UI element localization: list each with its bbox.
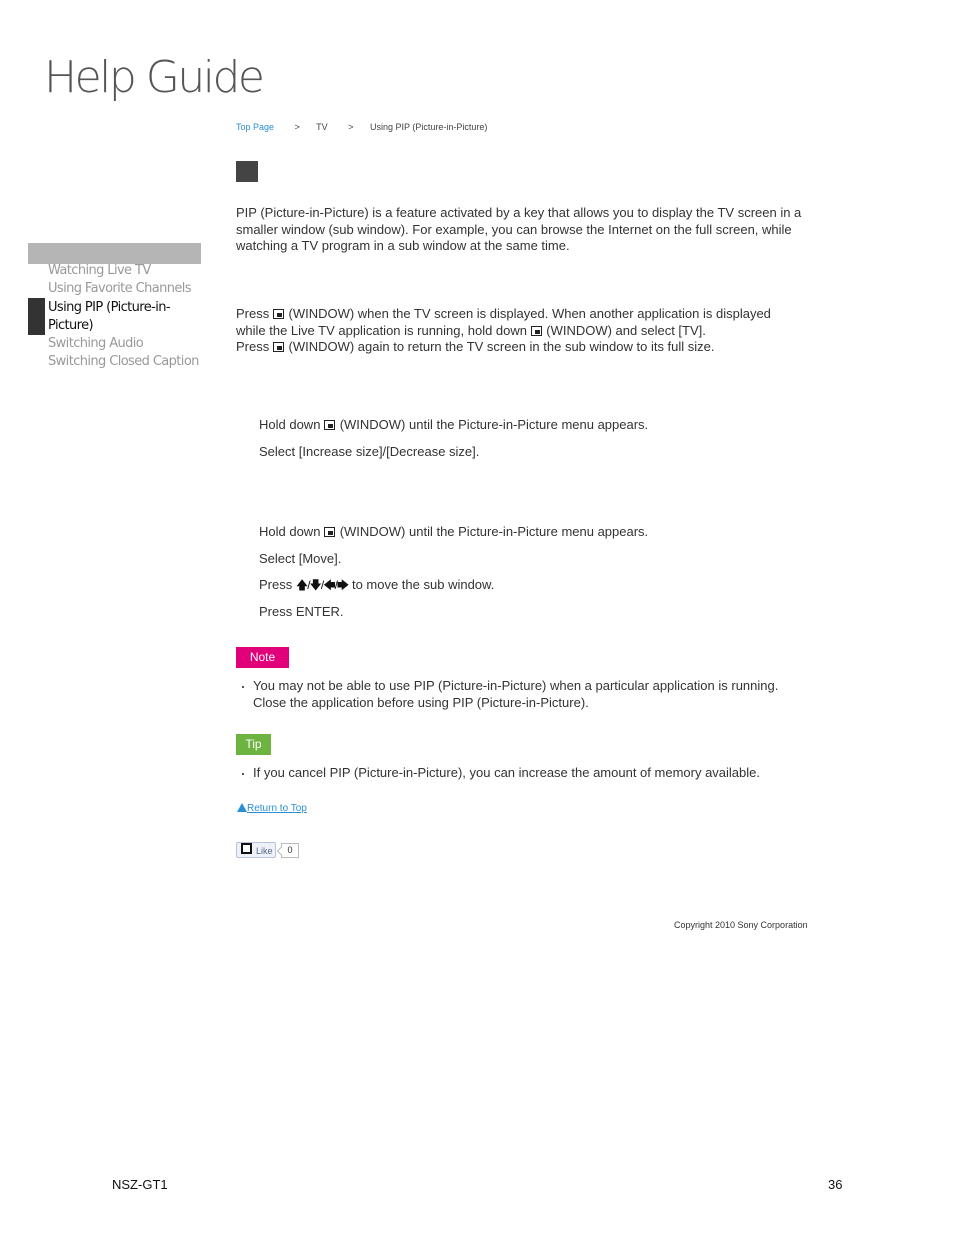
return-to-top-link[interactable]: Return to Top <box>237 803 307 814</box>
display-line-3: Press (WINDOW) again to return the TV screen in the sub window to its full size. <box>236 339 715 355</box>
display-instructions <box>236 306 836 356</box>
like-checkbox-icon <box>241 843 252 854</box>
breadcrumb-separator: > <box>294 122 300 132</box>
move-step-2: Select [Move]. <box>259 551 342 566</box>
copyright: Copyright 2010 Sony Corporation <box>674 920 808 930</box>
window-key-icon <box>273 342 284 352</box>
sidebar-header-bar <box>28 243 201 264</box>
move-step-4: Press ENTER. <box>259 604 344 619</box>
sidebar-item-using-favorite-channels[interactable]: Using Favorite Channels <box>48 281 191 297</box>
tip-list <box>241 765 801 782</box>
resize-step-2: Select [Increase size]/[Decrease size]. <box>259 444 480 459</box>
sidebar-item-switching-closed-caption[interactable]: Switching Closed Caption <box>48 354 199 370</box>
breadcrumb-top-page-link[interactable]: Top Page <box>236 122 275 132</box>
tip-item: If you cancel PIP (Picture-in-Picture), you can increase the amount of memory available. <box>241 765 801 782</box>
breadcrumb-current: Using PIP (Picture-in-Picture) <box>369 122 488 132</box>
like-count: 0 <box>281 843 299 858</box>
window-key-icon <box>324 420 335 430</box>
up-triangle-icon <box>237 803 247 812</box>
intro-paragraph: PIP (Picture-in-Picture) is a feature activated by a key that allows you to display the TV screen in a smaller window (sub window). For example, you can browse the Internet on the full screen, while watching a TV program in a sub window at the same time. <box>236 205 802 254</box>
window-key-icon <box>324 527 335 537</box>
resize-step-1: Hold down (WINDOW) until the Picture-in-Picture menu appears. <box>259 417 649 432</box>
sidebar-item-using-pip[interactable]: Using PIP (Picture-in-Picture) <box>48 299 170 333</box>
display-line-1: Press (WINDOW) when the TV screen is displayed. When another application is displayed <box>236 306 771 321</box>
window-key-icon <box>531 326 542 336</box>
sidebar-active-marker <box>28 298 45 335</box>
footer-page-number: 36 <box>828 1177 843 1192</box>
note-badge: Note <box>236 647 289 668</box>
breadcrumb <box>236 122 487 132</box>
arrow-keys-icon: 🡅/🡇/🡄/🡆 <box>295 578 349 592</box>
footer-model: NSZ-GT1 <box>112 1177 168 1192</box>
like-label: Like <box>256 846 273 856</box>
sidebar-nav <box>48 262 208 372</box>
sidebar-item-watching-live-tv[interactable]: Watching Live TV <box>48 263 151 278</box>
note-item: You may not be able to use PIP (Picture-in-Picture) when a particular application is running. Close the application before using PIP (Picture-in-Picture). <box>241 678 801 711</box>
move-step-1: Hold down (WINDOW) until the Picture-in-Picture menu appears. <box>259 524 649 539</box>
breadcrumb-separator: > <box>348 122 354 132</box>
window-key-icon <box>273 309 284 319</box>
sidebar-item-switching-audio[interactable]: Switching Audio <box>48 336 144 352</box>
breadcrumb-tv: TV <box>316 122 328 132</box>
like-button[interactable] <box>236 842 276 858</box>
display-line-2: while the Live TV application is running, hold down (WINDOW) and select [TV]. <box>236 322 706 338</box>
move-step-3: Press 🡅/🡇/🡄/🡆 to move the sub window. <box>259 577 495 592</box>
note-list <box>241 678 801 711</box>
help-guide-logo: Help Guide <box>44 52 263 103</box>
tip-badge: Tip <box>236 734 271 755</box>
title-marker <box>236 161 258 182</box>
